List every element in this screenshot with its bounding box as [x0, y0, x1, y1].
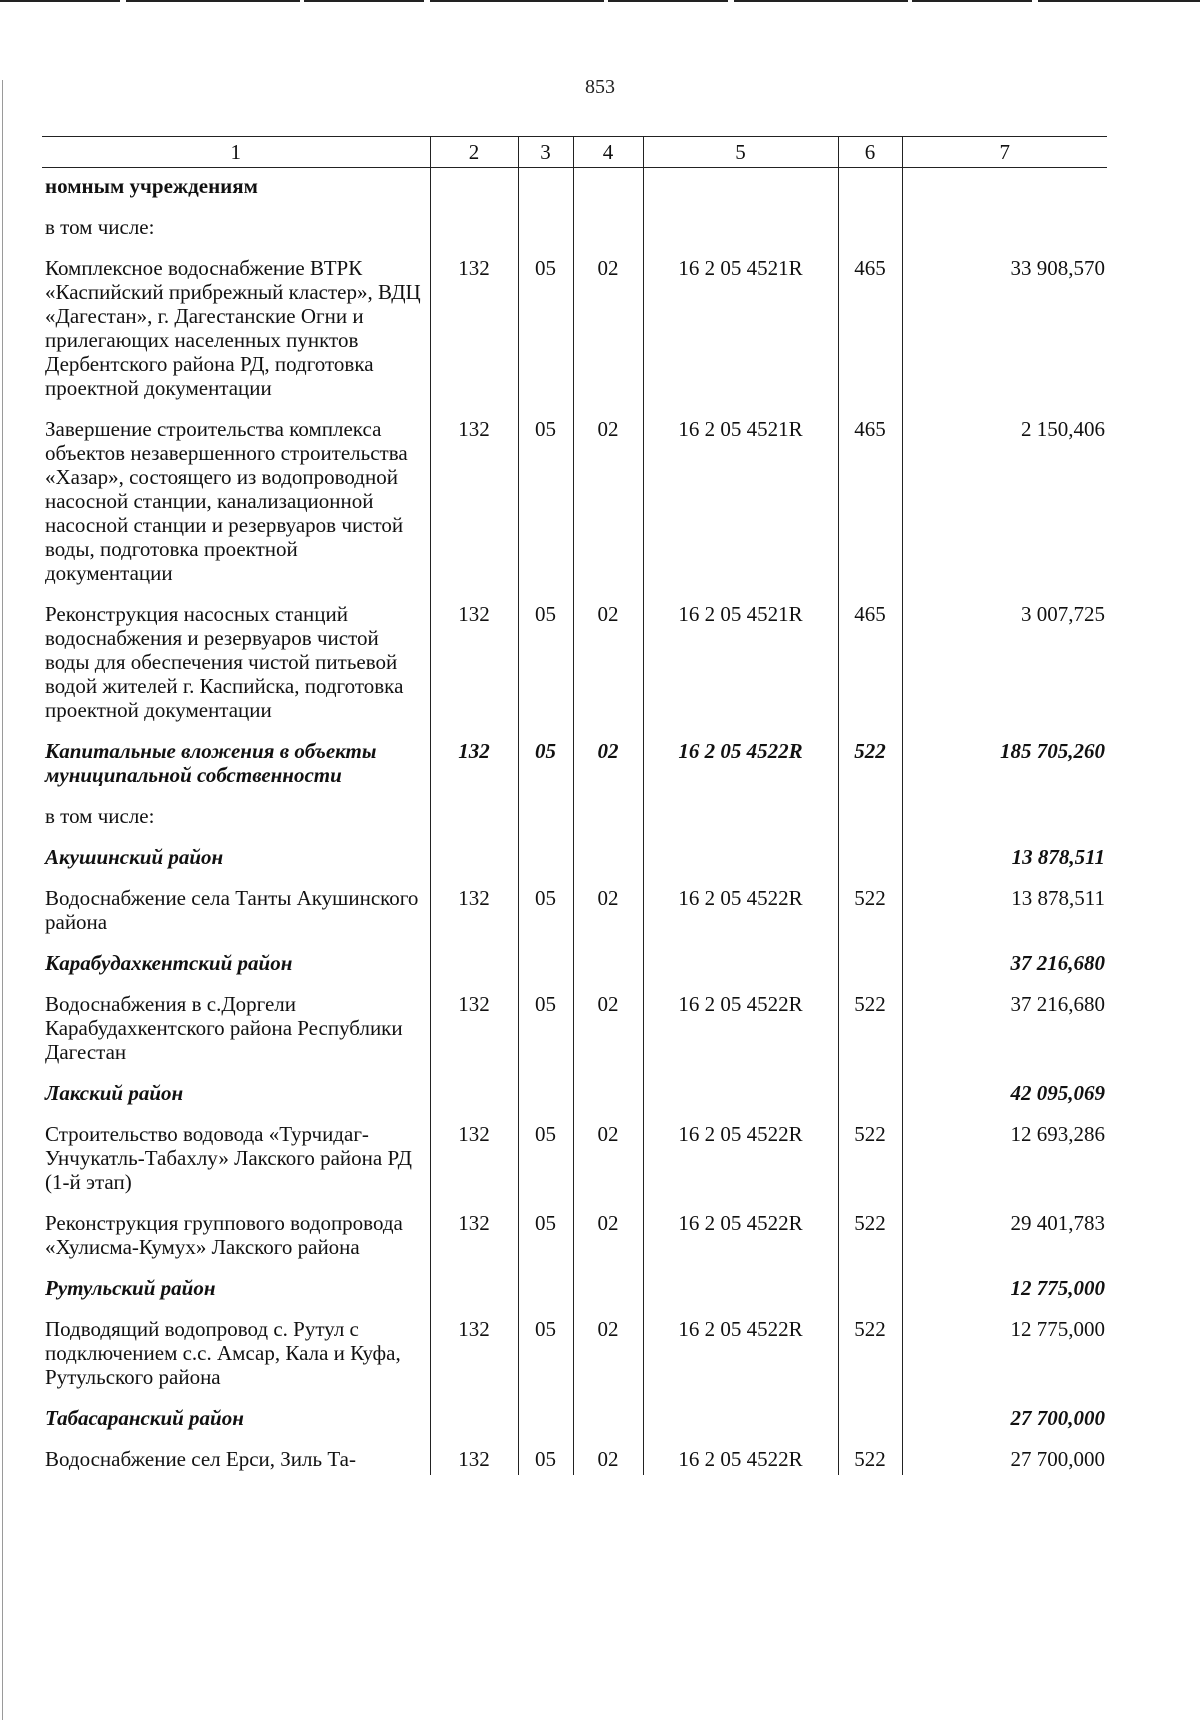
item-name-cell: Комплексное водоснабжение ВТРК «Каспийский прибрежный кластер», ВДЦ «Дагестан», г. Дагестанские Огни и прилегающих населенных пунктов Дербентского района РД, подготовка проектной документации [42, 250, 430, 411]
amount-cell: 3 007,725 [902, 596, 1107, 733]
code-subsection-cell: 02 [573, 1441, 643, 1475]
amount-cell: 29 401,783 [902, 1205, 1107, 1270]
amount-cell: 12 775,000 [902, 1270, 1107, 1311]
table-row [42, 411, 1107, 596]
item-name-cell: Карабудахкентский район [42, 945, 430, 986]
scan-top-edge [0, 0, 1200, 2]
expense-type-cell [838, 168, 902, 210]
expense-type-cell [838, 1270, 902, 1311]
item-name-cell: Капитальные вложения в объекты муниципальной собственности [42, 733, 430, 798]
code-ministry-cell [430, 209, 518, 250]
amount-cell: 13 878,511 [902, 880, 1107, 945]
target-article-cell: 16 2 05 4522R [643, 880, 838, 945]
code-subsection-cell [573, 839, 643, 880]
amount-cell: 13 878,511 [902, 839, 1107, 880]
code-ministry-cell [430, 839, 518, 880]
code-subsection-cell: 02 [573, 1205, 643, 1270]
code-subsection-cell [573, 945, 643, 986]
code-section-cell [518, 1400, 573, 1441]
expense-type-cell: 465 [838, 411, 902, 596]
expense-type-cell [838, 1075, 902, 1116]
item-name-cell: Лакский район [42, 1075, 430, 1116]
item-name-cell: Водоснабжения в с.Доргели Карабудахкентского района Республики Дагестан [42, 986, 430, 1075]
amount-cell: 27 700,000 [902, 1400, 1107, 1441]
table-row [42, 1116, 1107, 1205]
expense-type-cell: 465 [838, 250, 902, 411]
code-ministry-cell [430, 1075, 518, 1116]
code-section-cell [518, 1270, 573, 1311]
code-section-cell [518, 945, 573, 986]
item-name-cell: Табасаранский район [42, 1400, 430, 1441]
code-subsection-cell [573, 168, 643, 210]
target-article-cell [643, 209, 838, 250]
code-ministry-cell [430, 1400, 518, 1441]
target-article-cell: 16 2 05 4522R [643, 733, 838, 798]
code-section-cell: 05 [518, 986, 573, 1075]
code-section-cell: 05 [518, 596, 573, 733]
amount-cell: 12 775,000 [902, 1311, 1107, 1400]
item-name-cell: Завершение строительства комплекса объектов незавершенного строительства «Хазар», состоящего из водопроводной насосной станции, канализационной насосной станции и резервуаров чистой воды, подготовка проектной документации [42, 411, 430, 596]
item-name-cell: Рутульский район [42, 1270, 430, 1311]
code-section-cell: 05 [518, 1205, 573, 1270]
table-row [42, 596, 1107, 733]
code-subsection-cell: 02 [573, 733, 643, 798]
column-header: 5 [643, 137, 838, 168]
item-name-cell: номным учреждениям [42, 168, 430, 210]
target-article-cell [643, 1400, 838, 1441]
code-subsection-cell [573, 1400, 643, 1441]
expense-type-cell [838, 945, 902, 986]
table-row [42, 250, 1107, 411]
table-row [42, 798, 1107, 839]
expense-type-cell: 522 [838, 1311, 902, 1400]
column-header: 4 [573, 137, 643, 168]
expense-type-cell [838, 1400, 902, 1441]
code-subsection-cell: 02 [573, 411, 643, 596]
target-article-cell [643, 1270, 838, 1311]
target-article-cell: 16 2 05 4521R [643, 250, 838, 411]
item-name-cell: Акушинский район [42, 839, 430, 880]
target-article-cell [643, 839, 838, 880]
code-subsection-cell: 02 [573, 1116, 643, 1205]
code-ministry-cell: 132 [430, 986, 518, 1075]
column-number-row [42, 137, 1107, 168]
amount-cell [902, 168, 1107, 210]
amount-cell: 42 095,069 [902, 1075, 1107, 1116]
budget-table-body [42, 168, 1107, 1476]
target-article-cell: 16 2 05 4522R [643, 1311, 838, 1400]
code-section-cell [518, 839, 573, 880]
table-row [42, 880, 1107, 945]
item-name-cell: Водоснабжение сел Ерси, Зиль Та- [42, 1441, 430, 1475]
expense-type-cell: 522 [838, 880, 902, 945]
target-article-cell: 16 2 05 4522R [643, 1441, 838, 1475]
amount-cell: 27 700,000 [902, 1441, 1107, 1475]
district-row [42, 1270, 1107, 1311]
code-subsection-cell [573, 1270, 643, 1311]
code-section-cell [518, 798, 573, 839]
code-ministry-cell: 132 [430, 411, 518, 596]
amount-cell: 12 693,286 [902, 1116, 1107, 1205]
target-article-cell: 16 2 05 4521R [643, 596, 838, 733]
expense-type-cell: 522 [838, 986, 902, 1075]
code-ministry-cell: 132 [430, 596, 518, 733]
code-subsection-cell: 02 [573, 1311, 643, 1400]
district-row [42, 839, 1107, 880]
code-ministry-cell: 132 [430, 250, 518, 411]
code-ministry-cell [430, 798, 518, 839]
amount-cell: 33 908,570 [902, 250, 1107, 411]
amount-cell [902, 209, 1107, 250]
target-article-cell [643, 798, 838, 839]
target-article-cell [643, 168, 838, 210]
expense-type-cell [838, 209, 902, 250]
expense-type-cell: 522 [838, 1205, 902, 1270]
target-article-cell: 16 2 05 4522R [643, 1205, 838, 1270]
code-ministry-cell: 132 [430, 880, 518, 945]
code-section-cell: 05 [518, 1441, 573, 1475]
code-subsection-cell [573, 798, 643, 839]
code-ministry-cell: 132 [430, 1311, 518, 1400]
code-section-cell: 05 [518, 250, 573, 411]
table-row [42, 1441, 1107, 1475]
amount-cell: 37 216,680 [902, 945, 1107, 986]
amount-cell: 185 705,260 [902, 733, 1107, 798]
item-name-cell: Подводящий водопровод с. Рутул с подключением с.с. Амсар, Кала и Куфа, Рутульского района [42, 1311, 430, 1400]
table-row [42, 168, 1107, 210]
item-name-cell: в том числе: [42, 798, 430, 839]
code-section-cell: 05 [518, 880, 573, 945]
code-section-cell: 05 [518, 411, 573, 596]
code-ministry-cell [430, 945, 518, 986]
target-article-cell: 16 2 05 4522R [643, 986, 838, 1075]
amount-cell: 37 216,680 [902, 986, 1107, 1075]
code-section-cell [518, 168, 573, 210]
code-subsection-cell: 02 [573, 880, 643, 945]
code-subsection-cell: 02 [573, 250, 643, 411]
scan-left-edge [2, 80, 3, 1720]
target-article-cell: 16 2 05 4521R [643, 411, 838, 596]
code-ministry-cell [430, 1270, 518, 1311]
code-section-cell: 05 [518, 1116, 573, 1205]
expense-type-cell [838, 839, 902, 880]
item-name-cell: Реконструкция группового водопровода «Хулисма-Кумух» Лакского района [42, 1205, 430, 1270]
amount-cell: 2 150,406 [902, 411, 1107, 596]
target-article-cell [643, 945, 838, 986]
code-subsection-cell: 02 [573, 986, 643, 1075]
code-section-cell: 05 [518, 1311, 573, 1400]
column-header: 7 [902, 137, 1107, 168]
table-row [42, 209, 1107, 250]
target-article-cell: 16 2 05 4522R [643, 1116, 838, 1205]
budget-table [42, 136, 1107, 1475]
item-name-cell: Строительство водовода «Турчидаг-Унчукатль-Табахлу» Лакского района РД (1-й этап) [42, 1116, 430, 1205]
target-article-cell [643, 1075, 838, 1116]
code-subsection-cell [573, 209, 643, 250]
expense-type-cell: 522 [838, 733, 902, 798]
code-subsection-cell [573, 1075, 643, 1116]
column-header: 2 [430, 137, 518, 168]
item-name-cell: в том числе: [42, 209, 430, 250]
code-ministry-cell [430, 168, 518, 210]
table-row [42, 986, 1107, 1075]
item-name-cell: Водоснабжение села Танты Акушинского района [42, 880, 430, 945]
item-name-cell: Реконструкция насосных станций водоснабжения и резервуаров чистой воды для обеспечения чистой питьевой водой жителей г. Каспийска, подготовка проектной документации [42, 596, 430, 733]
amount-cell [902, 798, 1107, 839]
code-section-cell: 05 [518, 733, 573, 798]
code-ministry-cell: 132 [430, 1205, 518, 1270]
code-ministry-cell: 132 [430, 1116, 518, 1205]
code-ministry-cell: 132 [430, 733, 518, 798]
code-ministry-cell: 132 [430, 1441, 518, 1475]
table-row [42, 1311, 1107, 1400]
table-row [42, 733, 1107, 798]
column-header: 1 [42, 137, 430, 168]
page-number: 853 [585, 76, 615, 98]
district-row [42, 1400, 1107, 1441]
expense-type-cell: 465 [838, 596, 902, 733]
code-subsection-cell: 02 [573, 596, 643, 733]
district-row [42, 1075, 1107, 1116]
code-section-cell [518, 209, 573, 250]
table-row [42, 1205, 1107, 1270]
expense-type-cell: 522 [838, 1441, 902, 1475]
expense-type-cell [838, 798, 902, 839]
column-header: 3 [518, 137, 573, 168]
district-row [42, 945, 1107, 986]
code-section-cell [518, 1075, 573, 1116]
column-header: 6 [838, 137, 902, 168]
expense-type-cell: 522 [838, 1116, 902, 1205]
